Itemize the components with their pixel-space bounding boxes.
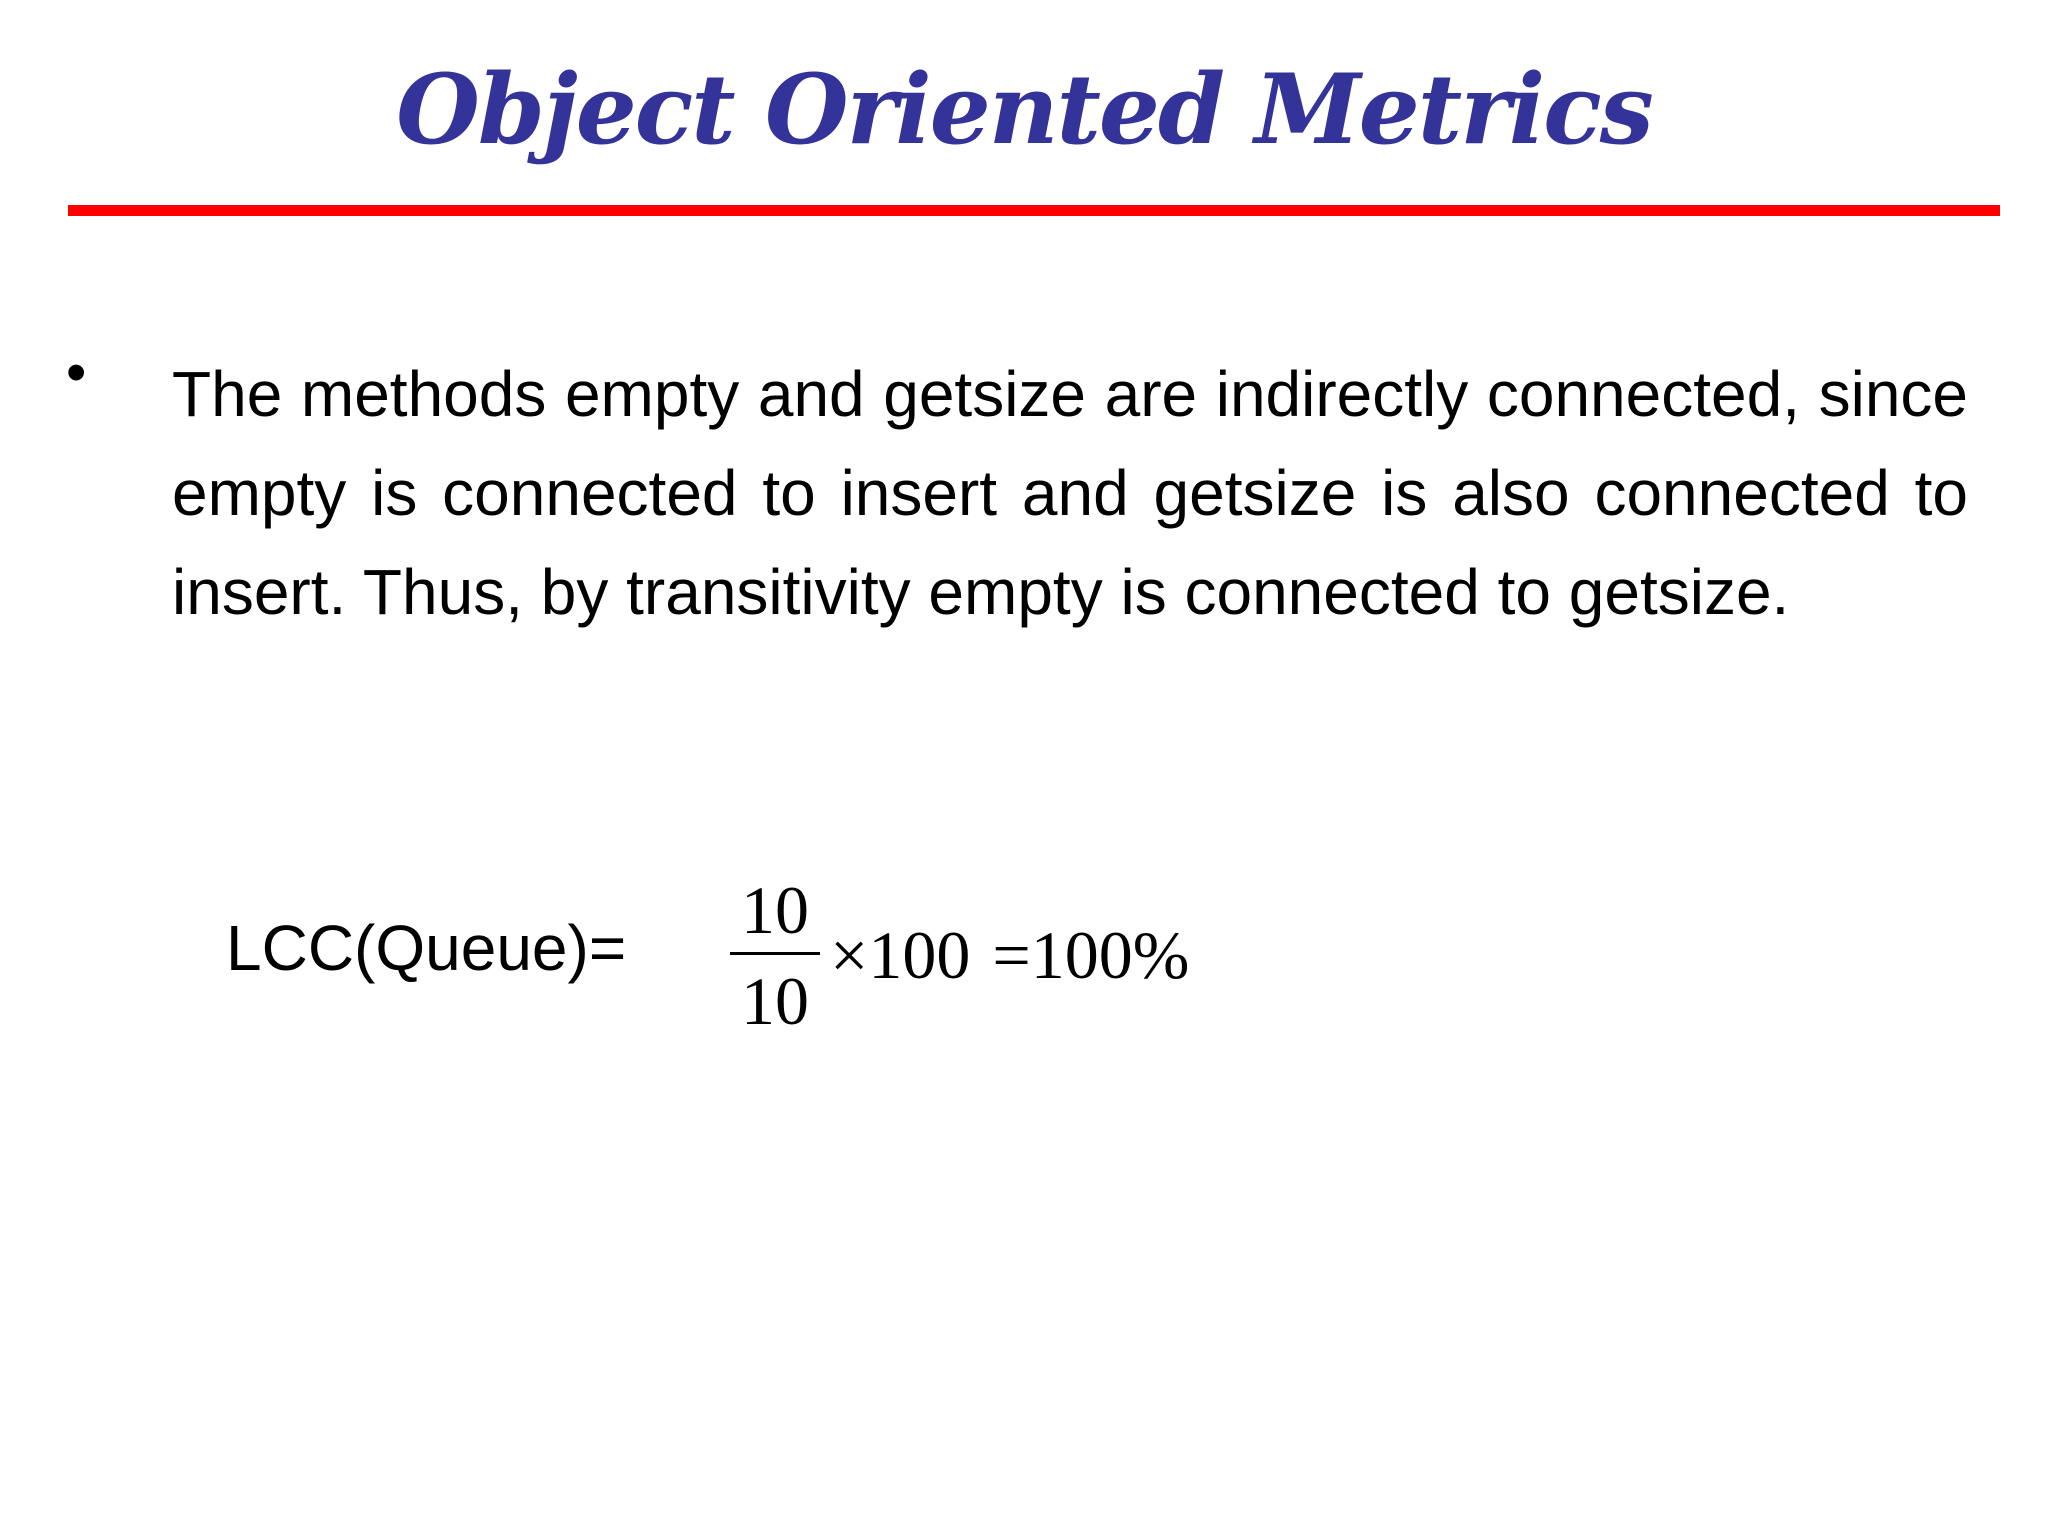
title-divider [68,205,2000,216]
bullet-marker: • [66,340,87,405]
formula-multiplier: ×100 [830,917,971,993]
fraction-numerator: 10 [741,872,809,948]
bullet-text: The methods empty and getsize are indirectly connected, since empty is connected to insert and getsize is also connected to insert. Thus, by transitivity empty is connected to getsize. [172,358,1968,628]
formula-result [830,915,1189,995]
formula-fraction [730,870,820,1041]
slide-title: Object Oriented Metrics [396,53,1652,166]
fraction-denominator: 10 [741,963,809,1039]
formula-equals: =100% [992,917,1190,993]
fraction-bar [730,952,820,955]
formula-label: LCC(Queue)= [226,912,627,984]
